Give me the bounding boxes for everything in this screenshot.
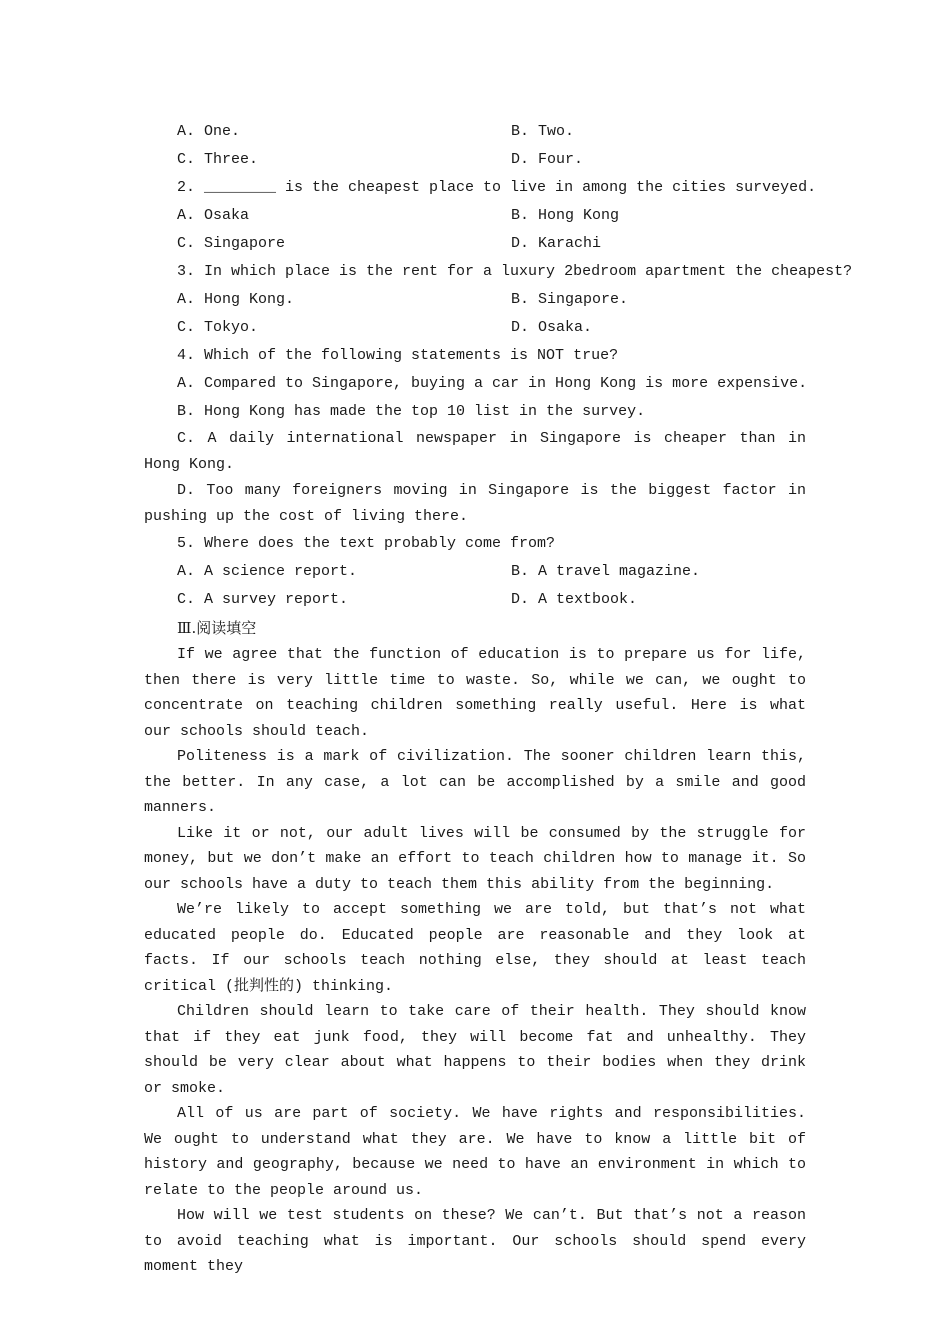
q1-options-row-2 [144,146,806,174]
q2-options-row-2 [144,230,806,258]
q4-option-a: A. Compared to Singapore, buying a car in Hong Kong is more expensive. [177,375,808,392]
passage-paragraph-7: How will we test students on these? We can’t. But that’s not a reason to avoid teaching what is important. Our schools should spend every moment they [144,1207,806,1275]
passage-paragraph-2: Politeness is a mark of civilization. The sooner children learn this, the better. In any case, a lot can be accomplished by a smile and good manners. [144,748,806,816]
q5-option-a: A. A science report. [177,563,358,580]
q2-options-row-1 [144,202,806,230]
passage-paragraph-3: Like it or not, our adult lives will be consumed by the struggle for money, but we don’t make an effort to teach children how to manage it. So our schools have a duty to teach them this ability from the beginning. [144,824,806,893]
q3-stem: 3. In which place is the rent for a luxury 2bedroom apartment the cheapest? [177,263,853,280]
q5-options-row-2 [144,586,806,614]
q4-stem: 4. Which of the following statements is NOT true? [177,347,619,364]
q2-stem: 2. ________ is the cheapest place to live in among the cities surveyed. [177,179,817,196]
q1-options-row-1 [144,118,806,146]
q3-option-b: B. Singapore. [511,291,629,308]
q5-stem: 5. Where does the text probably come from? [177,535,556,552]
q5-option-d: D. A textbook. [511,591,638,608]
q2-option-a: A. Osaka [177,207,250,224]
q3-options-row-2 [144,314,806,342]
q1-option-a: A. One. [177,123,241,140]
q5-option-c: C. A survey report. [177,591,349,608]
passage-paragraph-4: We’re likely to accept something we are told, but that’s not what educated people do. Educated people are reasonable and they look at facts. If our schools teach nothing else, they should at least teach critical (批判性的) thinking. [144,901,806,995]
passage-paragraph-5: Children should learn to take care of their health. They should know that if they eat junk food, they will become fat and unhealthy. They should be very clear about what happens to their bodies when they drink or smoke. [144,1003,806,1097]
q2-option-c: C. Singapore [177,235,286,252]
q3-option-c: C. Tokyo. [177,319,259,336]
q4-option-c: C. A daily international newspaper in Singapore is cheaper than in Hong Kong. [144,430,806,473]
q3-option-a: A. Hong Kong. [177,291,295,308]
q4-option-b: B. Hong Kong has made the top 10 list in the survey. [177,403,646,420]
q3-option-d: D. Osaka. [511,319,593,336]
q4-option-d: D. Too many foreigners moving in Singapore is the biggest factor in pushing up the cost of living there. [144,482,806,525]
passage-paragraph-6: All of us are part of society. We have rights and responsibilities. We ought to understand what they are. We have to know a little bit of history and geography, because we need to have an environment in which to relate to the people around us. [144,1105,806,1199]
q2-option-b: B. Hong Kong [511,207,620,224]
section-heading: Ⅲ.阅读填空 [177,619,257,637]
q5-option-b: B. A travel magazine. [511,563,701,580]
q2-option-d: D. Karachi [511,235,602,252]
q1-option-b: B. Two. [511,123,575,140]
q5-options-row-1 [144,558,806,586]
q3-options-row-1 [144,286,806,314]
passage-paragraph-1: If we agree that the function of education is to prepare us for life, then there is very little time to waste. So, while we can, we ought to concentrate on teaching children something really useful. Here is what our schools should teach. [144,646,806,740]
document-page [144,118,853,1280]
q1-option-d: D. Four. [511,151,584,168]
q1-option-c: C. Three. [177,151,259,168]
